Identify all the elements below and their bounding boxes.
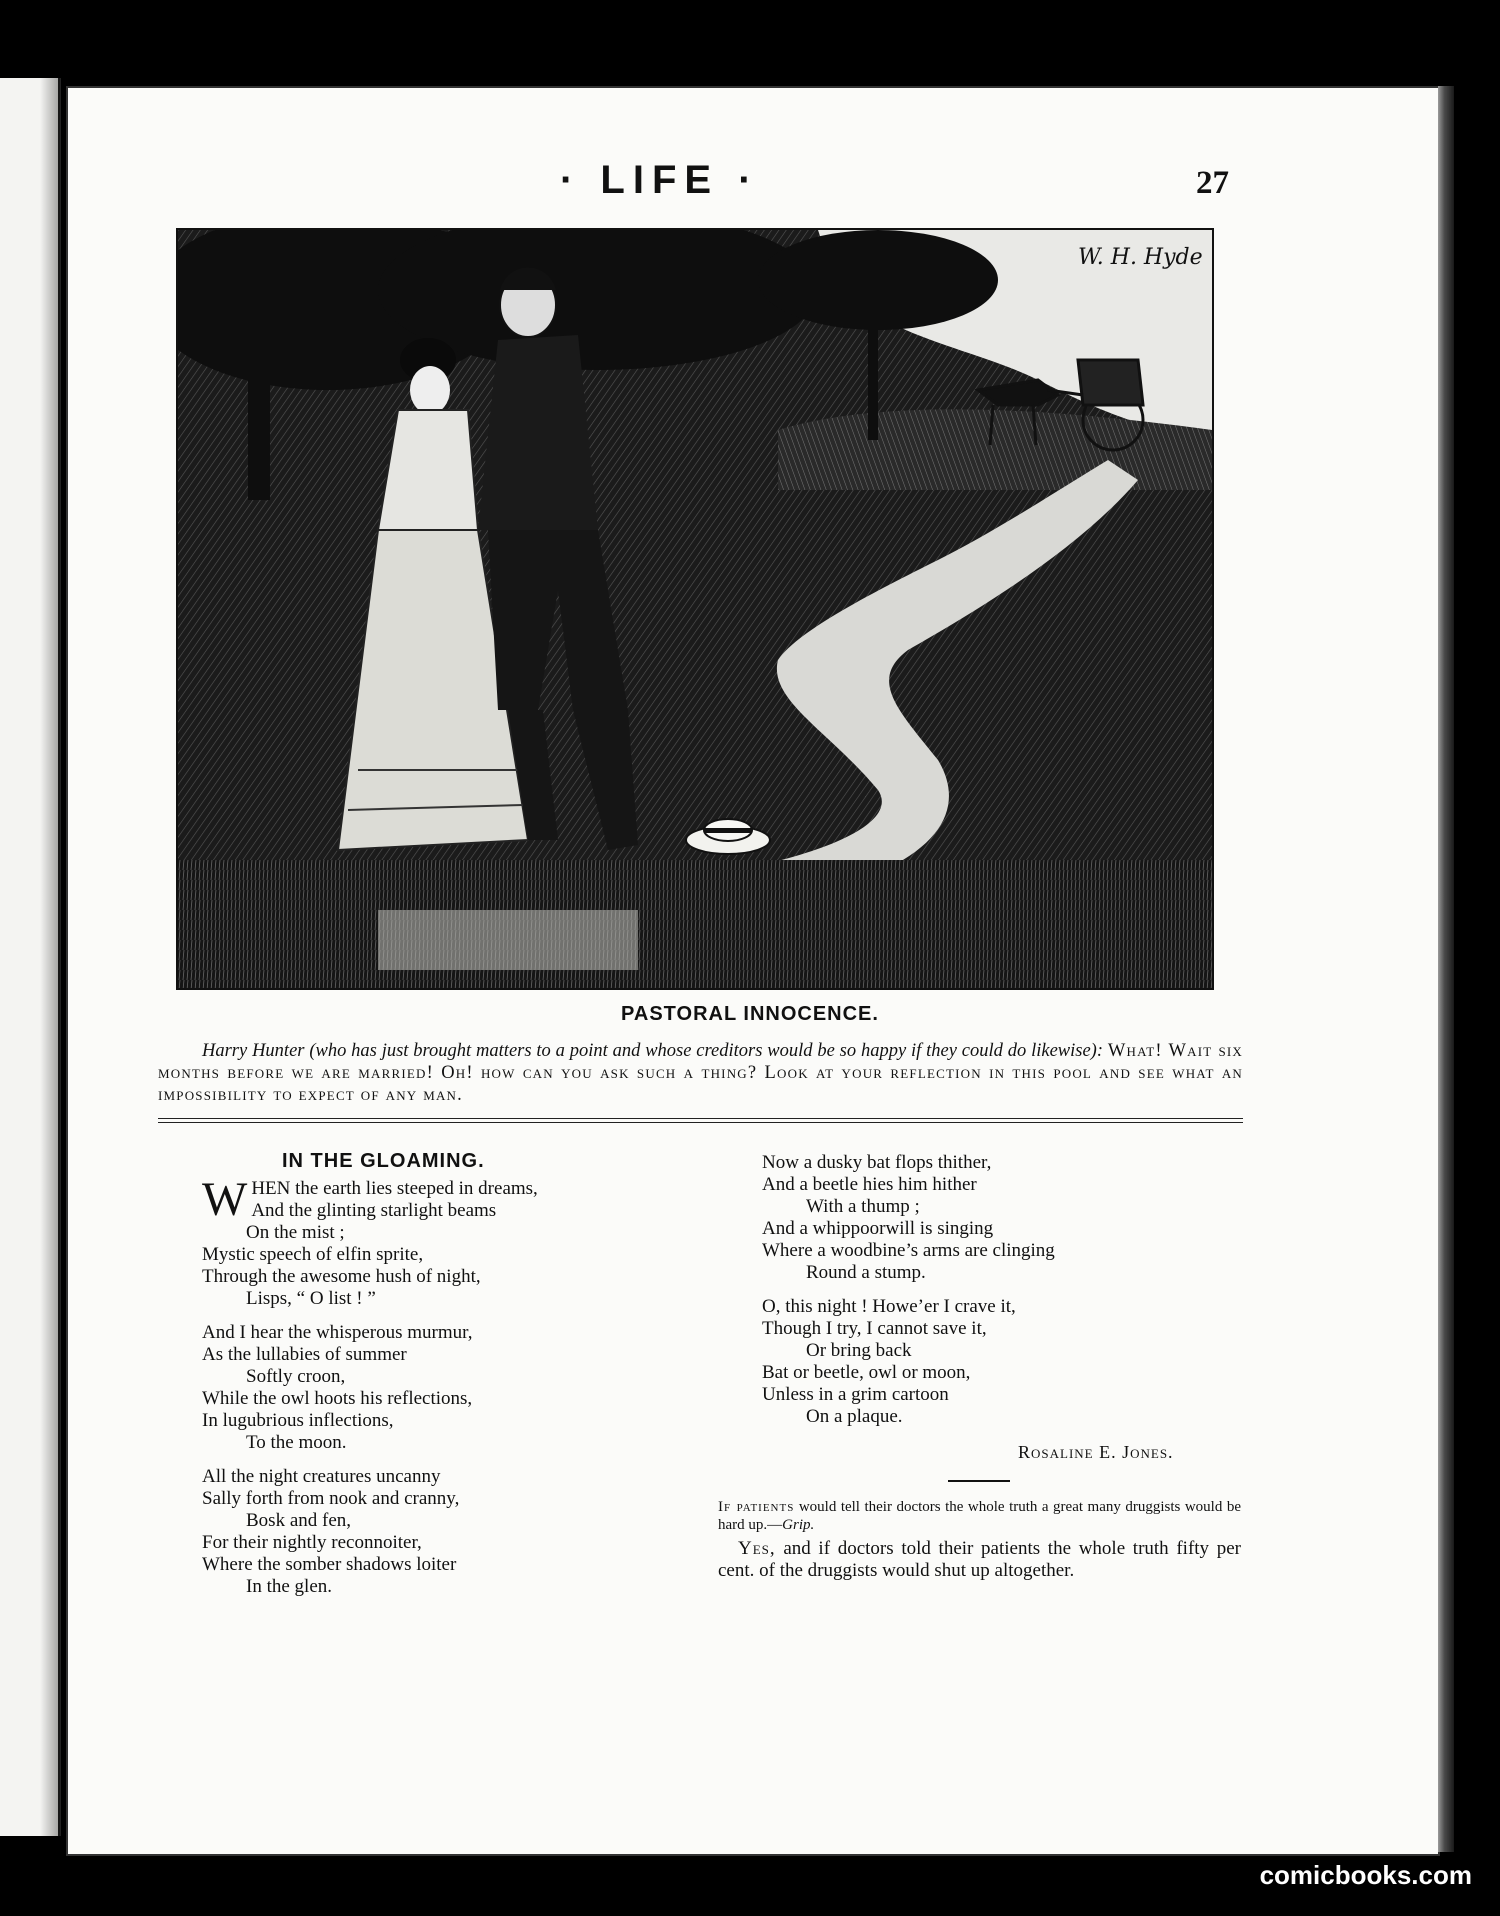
dropcap: W — [202, 1173, 248, 1226]
poem-line-text: And a whippoorwill is singing — [762, 1218, 994, 1239]
quip-paragraph — [718, 1498, 1241, 1534]
illustration-svg — [178, 230, 1212, 988]
poem-line-text: Mystic speech of elfin sprite, — [202, 1244, 424, 1265]
reply-text: and if doctors told their patients the whole truth fifty per cent. of the druggists would shut up altogether. — [718, 1538, 1241, 1581]
poem-line-text: Where the somber shadows loiter — [202, 1554, 457, 1575]
poem-line-text: On a plaque. — [806, 1406, 903, 1427]
poem-line-text: Though I try, I cannot save it, — [762, 1318, 987, 1339]
quip-lead: If patients — [718, 1499, 795, 1515]
poem-line — [202, 1554, 538, 1576]
poem-line-text: Through the awesome hush of night, — [202, 1266, 481, 1287]
reply-paragraph — [718, 1538, 1241, 1582]
short-divider — [948, 1480, 1010, 1482]
poem-line-text: O, this night ! Howe’er I crave it, — [762, 1296, 1016, 1317]
quip-text: would tell their doctors the whole truth a great many druggists would be hard up.— — [718, 1499, 1241, 1533]
poem-line — [762, 1340, 1055, 1362]
right-page-edge — [1438, 86, 1454, 1852]
poem-line — [202, 1244, 538, 1266]
poem-line — [202, 1344, 538, 1366]
poem-line — [202, 1322, 538, 1344]
poem-line — [762, 1262, 1055, 1284]
caption-colon: : — [1096, 1041, 1104, 1061]
poem-line-text: Lisps, “ O list ! ” — [246, 1288, 376, 1309]
poem-line-text: Sally forth from nook and cranny, — [202, 1488, 460, 1509]
poem-line — [762, 1296, 1055, 1318]
poem-line — [762, 1384, 1055, 1406]
poem-line-text: Bat or beetle, owl or moon, — [762, 1362, 971, 1383]
poem-line — [202, 1200, 538, 1222]
poem-line-text: In lugubrious inflections, — [202, 1410, 394, 1431]
poem-line — [202, 1366, 538, 1388]
caption-speaker: Harry Hunter (who has just brought matters to a point and whose creditors would be so happy if they could do likewise) — [202, 1041, 1097, 1061]
poem-line-text: Or bring back — [806, 1340, 912, 1361]
stanza-gap — [202, 1454, 538, 1466]
poem-line-text: While the owl hoots his reflections, — [202, 1388, 473, 1409]
poem-line-text: On the mist ; — [246, 1222, 345, 1243]
cartoon-title: PASTORAL INNOCENCE. — [621, 1003, 879, 1025]
pool-reflection — [378, 910, 638, 970]
poem-line-text: In the glen. — [246, 1576, 333, 1597]
poem-line-text: All the night creatures uncanny — [202, 1466, 441, 1487]
artist-signature: W. H. Hyde — [1078, 245, 1203, 270]
section-divider — [158, 1118, 1243, 1123]
page-number: 27 — [1196, 165, 1229, 201]
poem-title: IN THE GLOAMING. — [282, 1150, 485, 1172]
poem-line-text: And a beetle hies him hither — [762, 1174, 977, 1195]
poem-line — [202, 1410, 538, 1432]
reply-lead: Yes, — [738, 1538, 776, 1559]
poem-line — [762, 1196, 1055, 1218]
site-watermark: comicbooks.com — [1259, 1860, 1472, 1890]
poem-line — [202, 1432, 538, 1454]
poem-line — [762, 1152, 1055, 1174]
stanza-gap — [762, 1284, 1055, 1296]
gutter-shadow — [40, 78, 60, 1836]
poem-line — [762, 1218, 1055, 1240]
stanza-gap — [202, 1310, 538, 1322]
poem-column-right — [762, 1152, 1055, 1428]
poem-line — [762, 1174, 1055, 1196]
poem-line — [762, 1406, 1055, 1428]
poem-column-left — [202, 1173, 538, 1598]
poem-line — [202, 1510, 538, 1532]
cartoon-caption — [158, 1040, 1243, 1106]
poem-author: Rosaline E. Jones. — [1018, 1442, 1174, 1462]
poem-line-text: With a thump ; — [806, 1196, 920, 1217]
poem-line — [202, 1288, 538, 1310]
poem-line — [202, 1388, 538, 1410]
poem-line-text: HEN the earth lies steeped in dreams, — [251, 1178, 538, 1199]
masthead: · LIFE · — [560, 158, 760, 202]
poem-line-text: For their nightly reconnoiter, — [202, 1532, 422, 1553]
quip-source: Grip. — [782, 1517, 815, 1533]
poem-line — [202, 1576, 538, 1598]
poem-line-text: To the moon. — [246, 1432, 347, 1453]
poem-line — [202, 1466, 538, 1488]
poem-line-text: Where a woodbine’s arms are clinging — [762, 1240, 1055, 1261]
caption-speech: What! Wait six months before we are married! Oh! how can you ask such a thing? Look at your reflection in this pool and see what an impossibility to expect of any man. — [158, 1041, 1244, 1105]
poem-line-text: Unless in a grim cartoon — [762, 1384, 949, 1405]
poem-line — [202, 1266, 538, 1288]
poem-line-text: Bosk and fen, — [246, 1510, 352, 1531]
poem-line-text: Softly croon, — [246, 1366, 346, 1387]
poem-line-text: Round a stump. — [806, 1262, 926, 1283]
poem-line — [762, 1318, 1055, 1340]
poem-line-text: As the lullabies of summer — [202, 1344, 407, 1365]
poem-line-text: Now a dusky bat flops thither, — [762, 1152, 992, 1173]
cartoon-illustration — [176, 228, 1214, 990]
poem-line — [762, 1362, 1055, 1384]
foreground-grass — [178, 860, 1212, 988]
poem-line — [202, 1222, 538, 1244]
poem-line — [202, 1532, 538, 1554]
poem-line-text: And I hear the whisperous murmur, — [202, 1322, 473, 1343]
poem-line — [762, 1240, 1055, 1262]
poem-line — [202, 1488, 538, 1510]
poem-line-text: And the glinting starlight beams — [251, 1200, 497, 1221]
